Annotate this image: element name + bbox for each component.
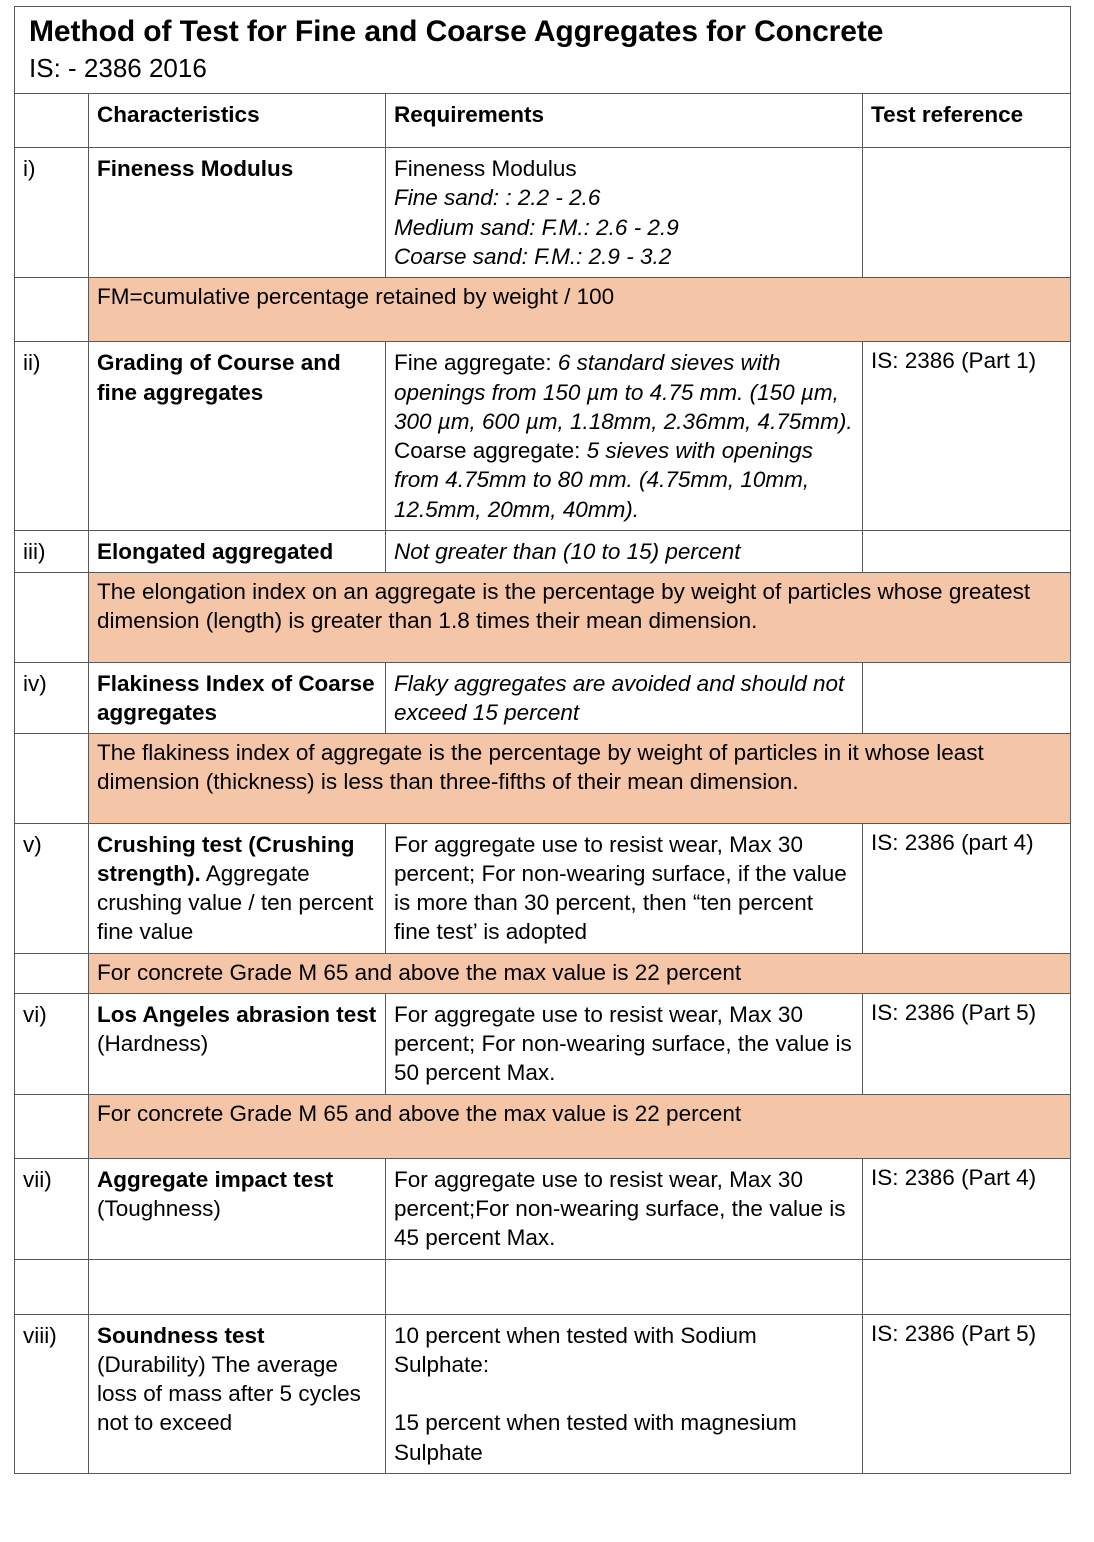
note-row-fineness-modulus [15,278,1071,342]
table-row [15,662,1071,734]
row-index-viii: viii) [15,1314,89,1473]
document-page [0,6,1094,1542]
note-flakiness-index: The flakiness index of aggregate is the percentage by weight of particles in it whose least dimension (thickness) is less than three-fifths of their mean dimension. [89,734,1071,824]
characteristics-label: Soundness test [97,1322,265,1348]
table-row [15,1314,1071,1473]
characteristics-flakiness [89,662,386,734]
blank-cell-requirements [386,1259,863,1314]
requirements-crushing-test [386,823,863,953]
characteristics-label: Los Angeles abrasion test [97,1001,377,1027]
characteristics-grading [89,342,386,531]
requirements-los-angeles-abrasion [386,993,863,1094]
table-row [15,530,1071,572]
note-row-elongation-index [15,573,1071,663]
requirements-line: Medium sand: F.M.: 2.6 - 2.9 [394,214,679,240]
row-index-iv: iv) [15,662,89,734]
requirements-segment: Flaky aggregates are avoided and should not exceed 15 percent [394,670,845,725]
requirements-line: Coarse sand: F.M.: 2.9 - 3.2 [394,243,672,269]
requirements-segment: 6 standard sieves with openings from 150 µm to 4.75 mm. (150 µm, 300 µm, 600 µm, 1.18mm, 2.36mm, 4.75mm). [394,350,853,434]
page-title: Method of Test for Fine and Coarse Aggregates for Concrete [29,15,884,48]
note-index-cell [15,734,89,824]
table-row [15,823,1071,953]
column-header-test-reference: Test reference [863,93,1071,147]
characteristics-label: Aggregate impact test [97,1166,334,1192]
characteristics-subtext: Aggregate crushing value / ten percent fine value [97,860,374,945]
row-index-iii: iii) [15,530,89,572]
title-row [15,7,1071,94]
requirements-segment: For aggregate use to resist wear, Max 30 percent; For non-wearing surface, if the value is more than 30 percent, then “ten percent fine test’ is adopted [394,831,847,945]
requirements-line: Fine sand: : 2.2 - 2.6 [394,185,601,211]
note-fineness-modulus: FM=cumulative percentage retained by weight / 100 [89,278,1071,342]
table-row [15,993,1071,1094]
note-crushing-grade: For concrete Grade M 65 and above the max value is 22 percent [89,953,1071,993]
test-reference-los-angeles-abrasion: IS: 2386 (Part 5) [863,993,1071,1094]
blank-row [15,1259,1071,1314]
column-header-requirements: Requirements [386,93,863,147]
requirements-line: 15 percent when tested with magnesium Sulphate [394,1410,797,1465]
characteristics-label: Flakiness Index of Coarse aggregates [97,670,375,725]
requirements-segment: 5 sieves with openings from 4.75mm to 80 mm. (4.75mm, 10mm, 12.5mm, 20mm, 40mm). [394,438,814,522]
characteristics-label: Grading of Course and fine aggregates [97,350,341,405]
requirements-elongated [386,530,863,572]
requirements-segment: Not greater than (10 to 15) percent [394,538,741,564]
note-index-cell [15,573,89,663]
characteristics-fineness-modulus [89,148,386,278]
note-row-crushing-grade [15,953,1071,993]
requirements-soundness-test [386,1314,863,1473]
characteristics-los-angeles-abrasion [89,993,386,1094]
row-index-v: v) [15,823,89,953]
note-row-abrasion-grade [15,1094,1071,1158]
test-reference-aggregate-impact: IS: 2386 (Part 4) [863,1158,1071,1259]
note-abrasion-grade: For concrete Grade M 65 and above the max value is 22 percent [89,1094,1071,1158]
table-row [15,342,1071,531]
title-cell [15,7,1071,94]
requirements-aggregate-impact [386,1158,863,1259]
table-row [15,1158,1071,1259]
requirements-segment: Fine aggregate: [394,350,552,376]
column-header-characteristics: Characteristics [89,93,386,147]
blank-cell-index [15,1259,89,1314]
note-row-flakiness-index [15,734,1071,824]
column-header-index [15,93,89,147]
test-reference-soundness-test: IS: 2386 (Part 5) [863,1314,1071,1473]
characteristics-aggregate-impact [89,1158,386,1259]
blank-cell-characteristics [89,1259,386,1314]
page-subtitle: IS: - 2386 2016 [29,52,207,83]
characteristics-label: Elongated aggregated [97,538,334,564]
test-reference-crushing-test: IS: 2386 (part 4) [863,823,1071,953]
note-index-cell [15,278,89,342]
requirements-line: 10 percent when tested with Sodium Sulphate: [394,1322,757,1377]
note-index-cell [15,953,89,993]
characteristics-label: Crushing test (Crushing strength). [97,831,355,886]
characteristics-soundness-test [89,1314,386,1473]
characteristics-subtext: (Toughness) [97,1196,221,1222]
row-index-vi: vi) [15,993,89,1094]
characteristics-elongated [89,530,386,572]
test-reference-flakiness [863,662,1071,734]
requirements-fineness-modulus [386,148,863,278]
row-index-i: i) [15,148,89,278]
note-elongation-index: The elongation index on an aggregate is the percentage by weight of particles whose greatest dimension (length) is greater than 1.8 times their mean dimension. [89,573,1071,663]
characteristics-label: Fineness Modulus [97,156,294,182]
requirements-segment: Coarse aggregate: [394,438,581,464]
table-row [15,148,1071,278]
test-reference-elongated [863,530,1071,572]
characteristics-subtext: (Durability) The average loss of mass after 5 cycles not to exceed [97,1351,361,1436]
test-reference-grading: IS: 2386 (Part 1) [863,342,1071,531]
blank-cell-test-reference [863,1259,1071,1314]
requirements-spacer [394,1379,854,1408]
test-reference-fineness-modulus [863,148,1071,278]
requirements-segment: For aggregate use to resist wear, Max 30 percent;For non-wearing surface, the value is 45 percent Max. [394,1166,846,1251]
requirements-line: Fineness Modulus [394,156,577,182]
table-header-row [15,93,1071,147]
note-index-cell [15,1094,89,1158]
characteristics-subtext: (Hardness) [97,1031,209,1057]
requirements-segment: For aggregate use to resist wear, Max 30 percent; For non-wearing surface, the value is 50 percent Max. [394,1001,852,1086]
row-index-ii: ii) [15,342,89,531]
row-index-vii: vii) [15,1158,89,1259]
requirements-grading [386,342,863,531]
characteristics-crushing-test [89,823,386,953]
aggregate-test-table [14,6,1071,1474]
requirements-flakiness [386,662,863,734]
